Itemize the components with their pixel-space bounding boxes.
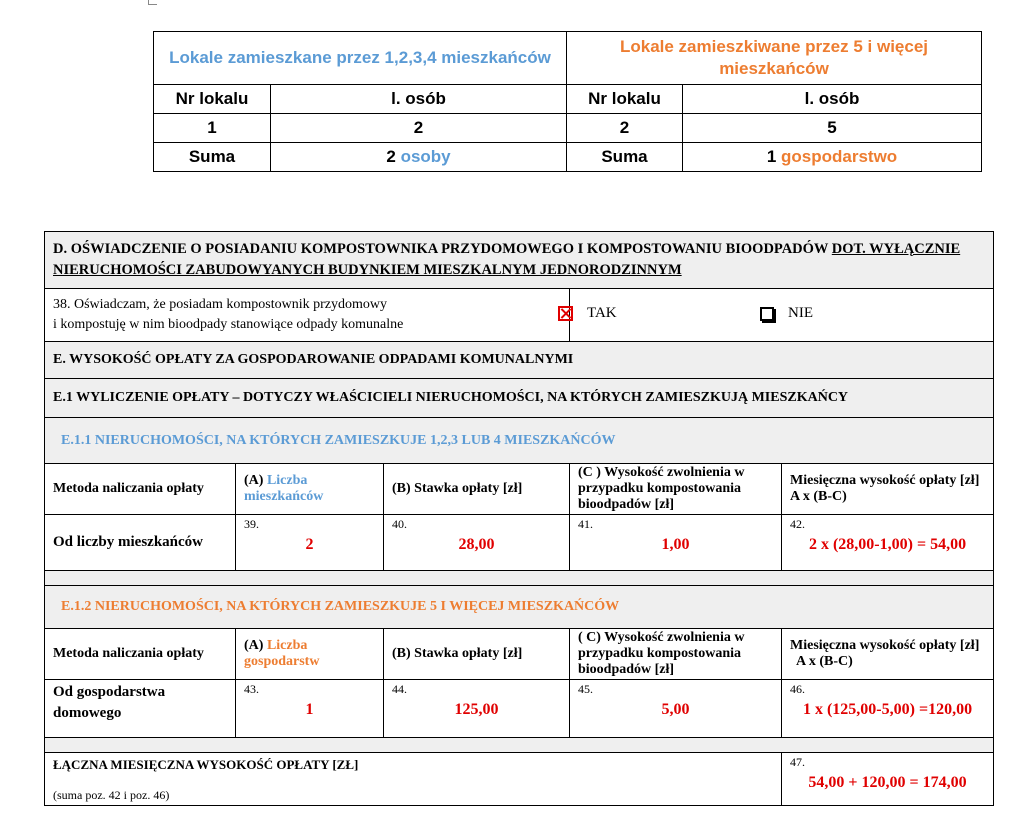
col-nr-lokalu: Nr lokalu [154,85,271,114]
e11-row-label: Od liczby mieszkańców [45,515,236,571]
col-l-osob: l. osób [271,85,567,114]
suma-label: Suma [567,143,683,172]
field-44[interactable]: 44. 125,00 [384,680,570,738]
col-nr-lokalu: Nr lokalu [567,85,683,114]
field-39[interactable]: 39. 2 [236,515,384,571]
left-nr-cell: 1 [154,114,271,143]
section-e1-title: E.1 WYLICZENIE OPŁATY – DOTYCZY WŁAŚCICIELI NIERUCHOMOŚCI, NA KTÓRYCH ZAMIESZKUJĄ MIESZKAŃCY [45,379,994,418]
e11-header-a: (A) Liczba mieszkańców [236,464,384,515]
section-e12-title: E.1.2 NIERUCHOMOŚCI, NA KTÓRYCH ZAMIESZKUJE 5 I WIĘCEJ MIESZKAŃCÓW [45,586,994,629]
field-43[interactable]: 43. 1 [236,680,384,738]
spacer-row [45,571,994,586]
field-45[interactable]: 45. 5,00 [570,680,782,738]
fee-declaration-form [44,231,994,806]
section-d-title: D. OŚWIADCZENIE O POSIADANIU KOMPOSTOWNIKA PRZYDOMOWEGO I KOMPOSTOWANIU BIOODPADÓW DOT. WYŁĄCZNIE NIERUCHOMOŚCI ZABUDOWYANYCH BUDYNKIEM MIESZKALNYM JEDNORODZINNYM [45,232,994,289]
section-e11-title: E.1.1 NIERUCHOMOŚCI, NA KTÓRYCH ZAMIESZKUJE 1,2,3 LUB 4 MIESZKAŃCÓW [45,418,994,464]
left-sum-cell: 2 osoby [271,143,567,172]
col-l-osob: l. osób [683,85,982,114]
left-osob-cell: 2 [271,114,567,143]
left-group-header: Lokale zamieszkane przez 1,2,3,4 mieszkańców [154,32,567,85]
e11-header-monthly: Miesięczna wysokość opłaty [zł] A x (B-C) [782,464,994,515]
empty-box-icon[interactable] [760,307,774,321]
field-47[interactable]: 47. 54,00 + 120,00 = 174,00 [782,753,994,806]
field-41[interactable]: 41. 1,00 [570,515,782,571]
e12-header-a: (A) Liczba gospodarstw [236,629,384,680]
corner-mark [148,0,157,5]
spacer-row [45,738,994,753]
e11-header-method: Metoda naliczania opłaty [45,464,236,515]
field-40[interactable]: 40. 28,00 [384,515,570,571]
residents-summary-table [153,31,982,172]
option-tak[interactable]: TAK [558,305,617,322]
right-nr-cell: 2 [567,114,683,143]
compost-options [570,289,994,342]
total-label-cell: ŁĄCZNA MIESIĘCZNA WYSOKOŚĆ OPŁATY [ZŁ] (suma poz. 42 i poz. 46) [45,753,782,806]
e12-row-label: Od gospodarstwa domowego [45,680,236,738]
field-46[interactable]: 46. 1 x (125,00-5,00) =120,00 [782,680,994,738]
e12-header-b: (B) Stawka opłaty [zł] [384,629,570,680]
e12-header-monthly: Miesięczna wysokość opłaty [zł] A x (B-C) [782,629,994,680]
e11-header-b: (B) Stawka opłaty [zł] [384,464,570,515]
e12-header-method: Metoda naliczania opłaty [45,629,236,680]
suma-label: Suma [154,143,271,172]
right-group-header: Lokale zamieszkiwane przez 5 i więcej mieszkańców [567,32,982,85]
section-e-title: E. WYSOKOŚĆ OPŁATY ZA GOSPODAROWANIE ODPADAMI KOMUNALNYMI [45,342,994,379]
checked-box-icon[interactable] [558,306,573,321]
field-42[interactable]: 42. 2 x (28,00-1,00) = 54,00 [782,515,994,571]
right-sum-cell: 1 gospodarstwo [683,143,982,172]
compost-declaration: 38. Oświadczam, że posiadam kompostownik przydomowy i kompostuję w nim bioodpady stanowiące odpady komunalne [45,289,570,342]
right-osob-cell: 5 [683,114,982,143]
e11-header-c: (C ) Wysokość zwolnienia w przypadku kompostowania bioodpadów [zł] [570,464,782,515]
e12-header-c: ( C) Wysokość zwolnienia w przypadku kompostowania bioodpadów [zł] [570,629,782,680]
option-nie[interactable]: NIE [760,305,813,322]
